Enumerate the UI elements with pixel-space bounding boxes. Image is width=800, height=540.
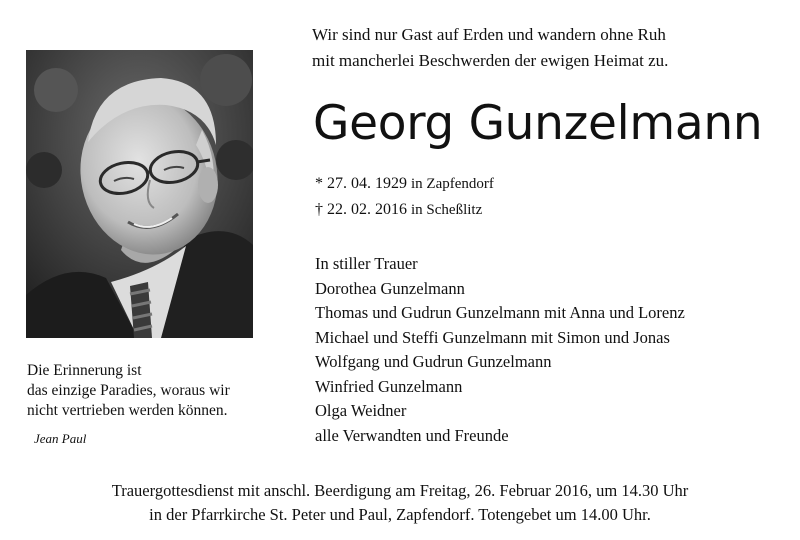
- portrait-photo: [26, 50, 253, 338]
- quote-line-1: Die Erinnerung ist: [27, 362, 142, 379]
- service-info: [0, 479, 800, 527]
- mourners-list: [315, 252, 685, 448]
- mourner-item: Wolfgang und Gudrun Gunzelmann: [315, 352, 552, 371]
- mourner-item: alle Verwandten und Freunde: [315, 425, 509, 445]
- poem-line-1: Wir sind nur Gast auf Erden und wandern ohne Ruh: [312, 25, 666, 44]
- birth-line: [315, 171, 494, 197]
- mourner-item: Olga Weidner: [315, 401, 407, 420]
- deceased-name: Georg Gunzelmann: [313, 96, 763, 151]
- mourners-intro: In stiller Trauer: [315, 254, 418, 273]
- birth-date: * 27. 04. 1929: [315, 175, 407, 192]
- portrait-illustration: [26, 50, 253, 338]
- mourner-item: Winfried Gunzelmann: [315, 376, 463, 396]
- mourner-item: Dorothea Gunzelmann: [315, 278, 465, 298]
- mourner-item: Thomas und Gudrun Gunzelmann mit Anna und Lorenz: [315, 303, 685, 322]
- service-line-1: Trauergottesdienst mit anschl. Beerdigung am Freitag, 26. Februar 2016, um 14.30 Uhr: [111, 481, 689, 500]
- death-place: in Scheßlitz: [411, 202, 483, 218]
- quote-line-3: nicht vertrieben werden können.: [27, 402, 228, 419]
- death-line: [315, 197, 494, 223]
- mourner-item: Michael und Steffi Gunzelmann mit Simon und Jonas: [315, 327, 670, 347]
- quote: [27, 361, 230, 421]
- life-dates: [315, 171, 494, 223]
- death-date: † 22. 02. 2016: [315, 201, 407, 218]
- poem-line-2: mit mancherlei Beschwerden der ewigen Heimat zu.: [312, 51, 669, 70]
- quote-line-2: das einzige Paradies, woraus wir: [27, 382, 230, 399]
- birth-place: in Zapfendorf: [411, 176, 494, 192]
- poem: [312, 22, 792, 74]
- quote-author: Jean Paul: [34, 431, 87, 446]
- service-line-2: in der Pfarrkirche St. Peter und Paul, Zapfendorf. Totengebet um 14.00 Uhr.: [149, 505, 651, 524]
